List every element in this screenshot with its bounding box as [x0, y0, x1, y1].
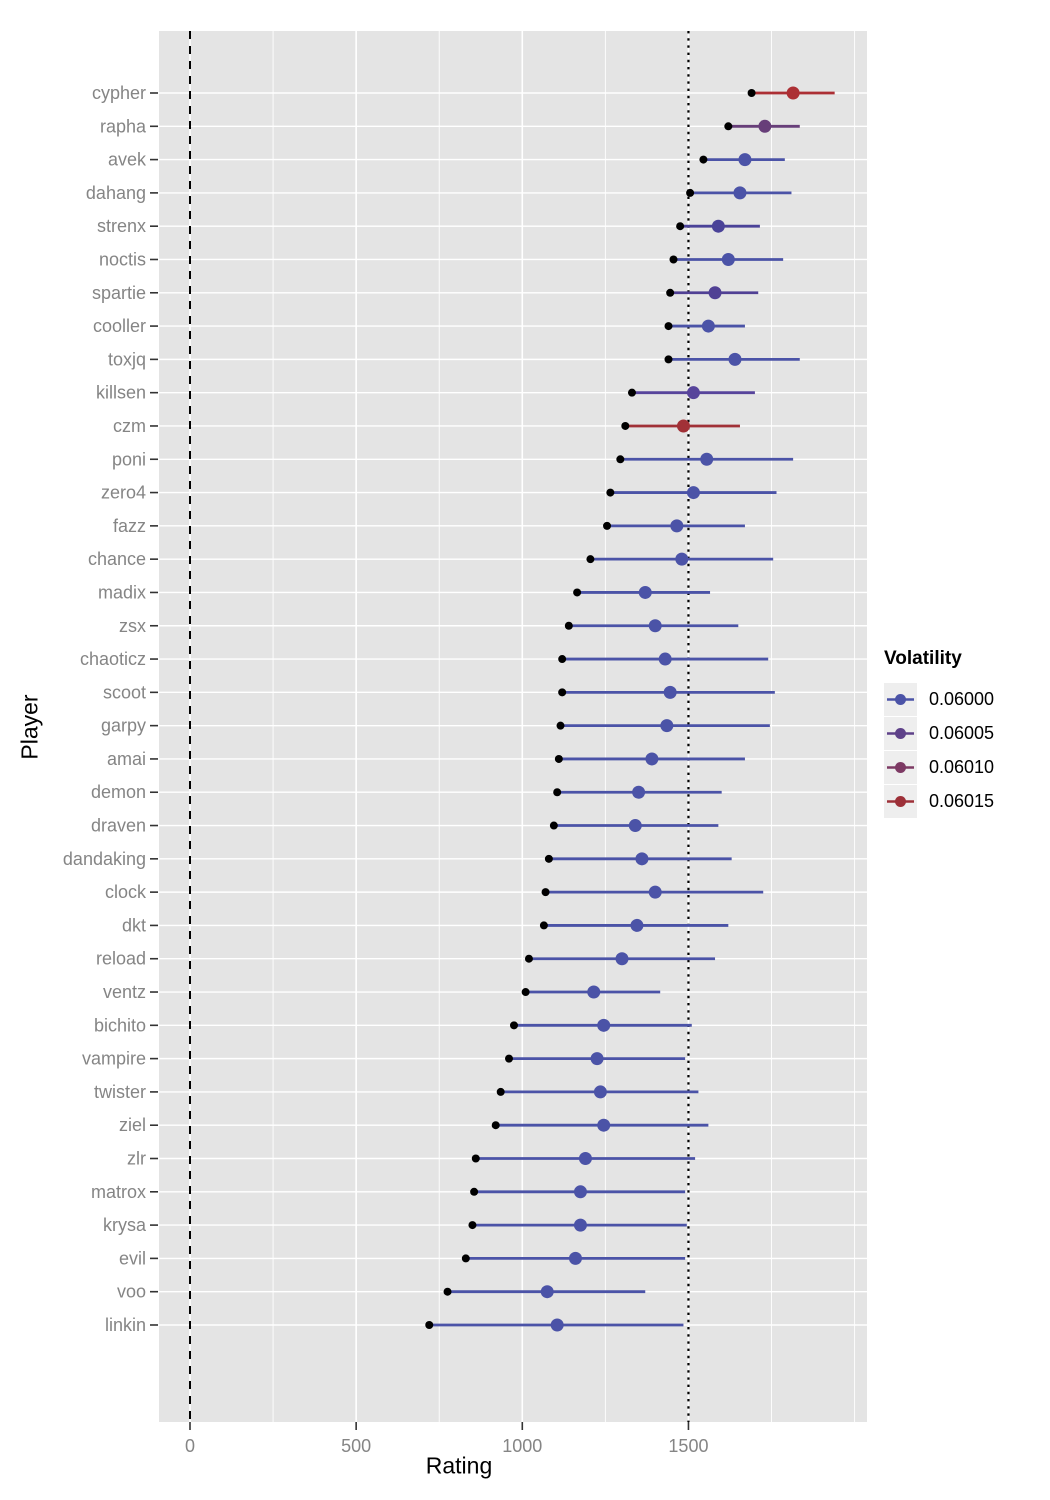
rating-dot-evil — [569, 1252, 582, 1265]
lower-dot-linkin — [425, 1321, 433, 1329]
lower-dot-amai — [555, 755, 563, 763]
y-tick-label-noctis: noctis — [98, 249, 146, 270]
y-tick-label-bichito: bichito — [93, 1015, 146, 1036]
y-tick-label-chance: chance — [87, 549, 146, 570]
y-tick-label-garpy: garpy — [100, 715, 146, 736]
rating-dot-noctis — [722, 253, 735, 266]
lower-dot-dahang — [686, 189, 694, 197]
rating-dot-strenx — [712, 220, 725, 233]
lower-dot-twister — [497, 1088, 505, 1096]
lower-dot-spartie — [666, 289, 674, 297]
y-tick-label-dahang: dahang — [85, 182, 146, 203]
rating-dot-dahang — [733, 186, 746, 199]
legend-item-0.06015 — [884, 784, 994, 818]
y-tick-label-strenx: strenx — [96, 216, 146, 237]
y-tick-label-zero4: zero4 — [100, 482, 146, 503]
volatility-legend — [884, 648, 994, 818]
legend-key-glyph-icon — [884, 683, 917, 716]
legend-label: 0.06000 — [929, 688, 995, 709]
y-tick-label-zsx: zsx — [119, 615, 146, 636]
y-tick-label-rapha: rapha — [99, 116, 146, 137]
rating-dot-vampire — [591, 1052, 604, 1065]
y-tick-label-evil: evil — [118, 1248, 146, 1269]
rating-dot-bichito — [597, 1019, 610, 1032]
rating-dot-twister — [594, 1085, 607, 1098]
rating-dot-dkt — [630, 919, 643, 932]
lower-dot-clock — [542, 888, 550, 896]
y-tick-label-zlr: zlr — [127, 1148, 146, 1169]
y-tick-label-toxjq: toxjq — [107, 349, 146, 370]
rating-dot-poni — [700, 453, 713, 466]
x-tick-label-500: 500 — [341, 1436, 372, 1456]
rating-dot-voo — [541, 1285, 554, 1298]
lower-dot-cypher — [748, 89, 756, 97]
legend-item-0.06005 — [884, 716, 994, 750]
lower-dot-scoot — [558, 688, 566, 696]
lower-dot-fazz — [603, 522, 611, 530]
lower-dot-cooller — [665, 322, 673, 330]
lower-dot-strenx — [676, 222, 684, 230]
rating-dot-killsen — [687, 386, 700, 399]
lower-dot-zsx — [565, 622, 573, 630]
rating-dot-dandaking — [635, 852, 648, 865]
lower-dot-toxjq — [665, 355, 673, 363]
rating-dot-madix — [639, 586, 652, 599]
y-tick-label-madix: madix — [97, 582, 146, 603]
y-axis-title: Player — [16, 694, 43, 760]
rating-dot-demon — [632, 786, 645, 799]
lower-dot-madix — [573, 588, 581, 596]
rating-dot-ziel — [597, 1119, 610, 1132]
lower-dot-chance — [586, 555, 594, 563]
y-tick-label-draven: draven — [90, 815, 146, 836]
rating-dot-krysa — [574, 1219, 587, 1232]
rating-dot-ventz — [587, 986, 600, 999]
legend-key-swatch — [884, 717, 917, 750]
lower-dot-draven — [550, 822, 558, 830]
rating-dot-linkin — [551, 1318, 564, 1331]
lower-dot-garpy — [557, 722, 565, 730]
y-tick-label-clock: clock — [104, 882, 146, 903]
lower-dot-matrox — [470, 1188, 478, 1196]
lower-dot-voo — [444, 1288, 452, 1296]
lower-dot-krysa — [468, 1221, 476, 1229]
y-tick-label-chaoticz: chaoticz — [79, 649, 146, 670]
y-tick-label-dandaking: dandaking — [62, 848, 146, 869]
rating-dot-chance — [675, 553, 688, 566]
legend-key-swatch — [884, 785, 917, 818]
y-tick-label-amai: amai — [106, 748, 146, 769]
y-tick-label-cooller: cooller — [92, 316, 146, 337]
y-tick-label-reload: reload — [95, 948, 146, 969]
lower-dot-poni — [616, 455, 624, 463]
y-tick-label-fazz: fazz — [112, 515, 146, 536]
lower-dot-rapha — [724, 122, 732, 130]
y-tick-label-killsen: killsen — [95, 382, 146, 403]
lower-dot-demon — [553, 788, 561, 796]
lower-dot-chaoticz — [558, 655, 566, 663]
legend-key-glyph-icon — [884, 751, 917, 784]
y-tick-label-spartie: spartie — [91, 282, 146, 303]
lower-dot-dandaking — [545, 855, 553, 863]
x-tick-label-1500: 1500 — [668, 1436, 709, 1456]
rating-dot-draven — [629, 819, 642, 832]
rating-dot-zlr — [579, 1152, 592, 1165]
legend-key-glyph-icon — [884, 785, 917, 818]
lower-dot-vampire — [505, 1055, 513, 1063]
y-tick-label-poni: poni — [111, 449, 146, 470]
x-tick-label-1000: 1000 — [502, 1436, 543, 1456]
rating-dot-matrox — [574, 1185, 587, 1198]
y-tick-label-scoot: scoot — [102, 682, 146, 703]
legend-key-swatch — [884, 751, 917, 784]
rating-dot-scoot — [664, 686, 677, 699]
legend-label: 0.06005 — [929, 722, 995, 743]
lower-dot-killsen — [628, 389, 636, 397]
lower-dot-reload — [525, 955, 533, 963]
lower-dot-zlr — [472, 1155, 480, 1163]
rating-dot-toxjq — [728, 353, 741, 366]
rating-dot-clock — [649, 886, 662, 899]
y-tick-label-vampire: vampire — [81, 1048, 146, 1069]
legend-key-swatch — [884, 683, 917, 716]
legend-label: 0.06010 — [929, 756, 995, 777]
rating-dot-reload — [615, 952, 628, 965]
rating-dot-czm — [677, 419, 690, 432]
lower-dot-ventz — [522, 988, 530, 996]
lower-dot-zero4 — [606, 489, 614, 497]
y-tick-label-linkin: linkin — [104, 1314, 146, 1335]
y-tick-label-avek: avek — [107, 149, 146, 170]
x-tick-label-0: 0 — [184, 1436, 196, 1456]
rating-dot-rapha — [758, 120, 771, 133]
legend-title: Volatility — [884, 648, 962, 669]
rating-dot-avek — [738, 153, 751, 166]
y-tick-label-twister: twister — [93, 1081, 146, 1102]
rating-dot-spartie — [709, 286, 722, 299]
rating-dot-fazz — [670, 519, 683, 532]
y-tick-label-ventz: ventz — [102, 982, 146, 1003]
rating-dot-cypher — [787, 87, 800, 100]
rating-dot-cooller — [702, 320, 715, 333]
rating-dot-chaoticz — [659, 653, 672, 666]
x-axis-title: Rating — [425, 1452, 493, 1479]
lower-dot-evil — [462, 1254, 470, 1262]
lower-dot-avek — [699, 156, 707, 164]
lower-dot-ziel — [492, 1121, 500, 1129]
y-tick-label-voo: voo — [116, 1281, 146, 1302]
legend-key-glyph-icon — [884, 717, 917, 750]
y-tick-label-demon: demon — [90, 782, 146, 803]
lower-dot-bichito — [510, 1021, 518, 1029]
lower-dot-czm — [621, 422, 629, 430]
lower-dot-dkt — [540, 921, 548, 929]
y-tick-label-czm: czm — [113, 415, 146, 436]
rating-dot-amai — [645, 752, 658, 765]
rating-dot-zsx — [649, 619, 662, 632]
y-tick-label-dkt: dkt — [121, 915, 146, 936]
rating-dot-zero4 — [687, 486, 700, 499]
legend-item-0.06000 — [884, 682, 994, 716]
y-tick-label-cypher: cypher — [91, 83, 146, 103]
y-tick-label-matrox: matrox — [90, 1181, 146, 1202]
rating-dot-garpy — [660, 719, 673, 732]
y-tick-label-krysa: krysa — [102, 1215, 146, 1236]
legend-item-0.06010 — [884, 750, 994, 784]
y-tick-label-ziel: ziel — [118, 1115, 146, 1136]
legend-label: 0.06015 — [929, 790, 995, 811]
lower-dot-noctis — [669, 255, 677, 263]
